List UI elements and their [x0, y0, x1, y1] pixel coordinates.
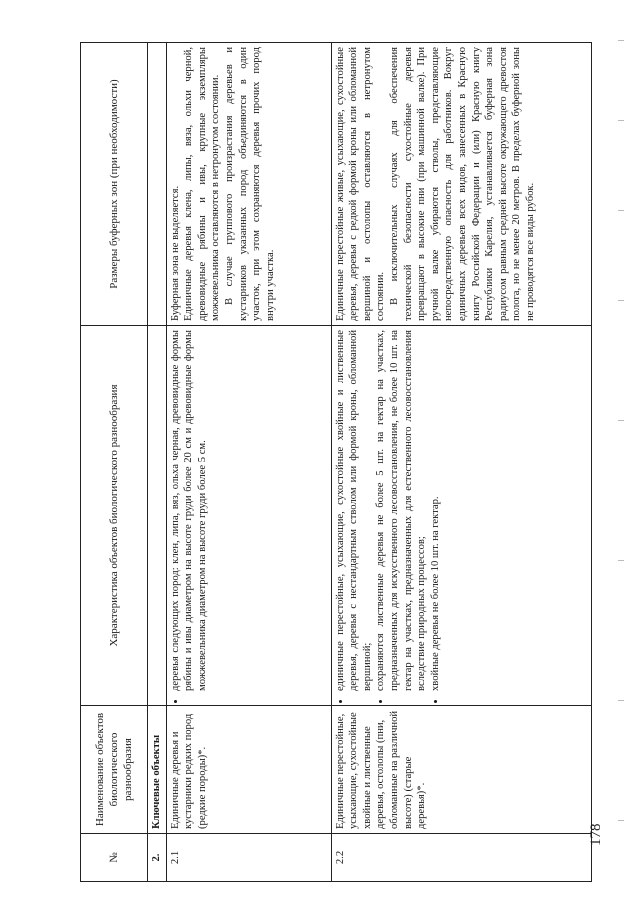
header-no: № [81, 834, 148, 882]
section-title: Ключевые объекты [148, 706, 167, 834]
row-name: Единичные перестойные, усыхающие, сухостойные хвойные и лиственные деревья, остолопы (пни, обломанные на различной высоте) (старые деревья)*. [331, 706, 591, 834]
edge-mark [618, 820, 624, 821]
biodiversity-table [80, 42, 592, 882]
row-no: 2.2 [331, 834, 591, 882]
buffer-paragraph: В случае группового произрастания деревьев и кустарников указанных пород объединяются в один участок, при этом сохраняются деревья прочих пород внутри участка. [223, 47, 276, 321]
table-header-row [81, 43, 148, 882]
page-number: 178 [588, 823, 604, 846]
characteristic-item: • сохраняются лиственные деревья не более 5 шт. на гектар на участках, предназначенных для искусственного лесовосстановления, не более 10 шт. на гектар на участках, предназначенных для естественного лесовосстановления вследствие природных процессов; [374, 330, 428, 691]
header-name: Наименование объектов биологического разнообразия [81, 706, 148, 834]
row-no: 2.1 [166, 834, 331, 882]
edge-mark [618, 560, 624, 561]
row-characteristics [331, 326, 591, 706]
characteristic-item: • единичные перестойные, усыхающие, сухостойные хвойные и лиственные деревья, деревья с нестандартным стволом или формой кроны, обломанной вершиной; [334, 330, 375, 691]
edge-mark [618, 40, 624, 41]
characteristic-item: • деревья следующих пород: клен, липа, вяз, ольха черная, древовидные формы рябины и ивы диаметром на высоте груди более 20 см и древовидные формы можжевельника диаметром на высоте груди более 5 см. [169, 330, 210, 691]
edge-mark [618, 700, 624, 701]
edge-mark [618, 420, 624, 421]
row-buffer [166, 43, 331, 326]
row-name: Единичные деревья и кустарники редких пород (редкие породы)*. [166, 706, 331, 834]
buffer-paragraph: В исключительных случаях для обеспечения технической безопасности сухостойные деревья превращают в высокие пни (при машинной валке). При ручной валке убираются стволы, представляющие непосредственную опасность для работников. Вокруг единичных деревьев всех видов, занесенных в Красную книгу Российской Федерации и (или) Красную книгу Республики Карелия, устанавливается буферная зона радиусом равным средней высоте окружающего древостоя полога, но не менее 20 метров. В пределах буферной зоны не проводятся все виды рубок. [388, 47, 536, 321]
edge-mark [618, 300, 624, 301]
header-buffer: Размеры буферных зон (при необходимости) [81, 43, 148, 326]
edge-mark [618, 120, 624, 121]
table-row [331, 43, 591, 882]
edge-mark [618, 210, 624, 211]
table-row [166, 43, 331, 882]
row-buffer [331, 43, 591, 326]
characteristic-item: • хвойные деревья не более 10 шт. на гектар. [429, 330, 443, 691]
row-characteristics [166, 326, 331, 706]
section-row [148, 43, 167, 882]
buffer-paragraph: Единичные перестойные живые, усыхающие, сухостойные деревья, деревья с редкой формой кроны или обломанной вершиной и остолопы оставляются в нетронутом состоянии. [334, 47, 387, 321]
rotated-page [80, 42, 640, 882]
header-characteristic: Характеристика объектов биологического разнообразия [81, 326, 148, 706]
buffer-paragraph: Буферная зона не выделяется. [169, 185, 181, 321]
buffer-paragraph: Единичные деревья клена, липы, вяза, ольхи черной, древовидные рябины и ивы, крупные экземпляры можжевельника оставляются в нетронутом состоянии. [183, 47, 222, 321]
section-no: 2. [148, 834, 167, 882]
